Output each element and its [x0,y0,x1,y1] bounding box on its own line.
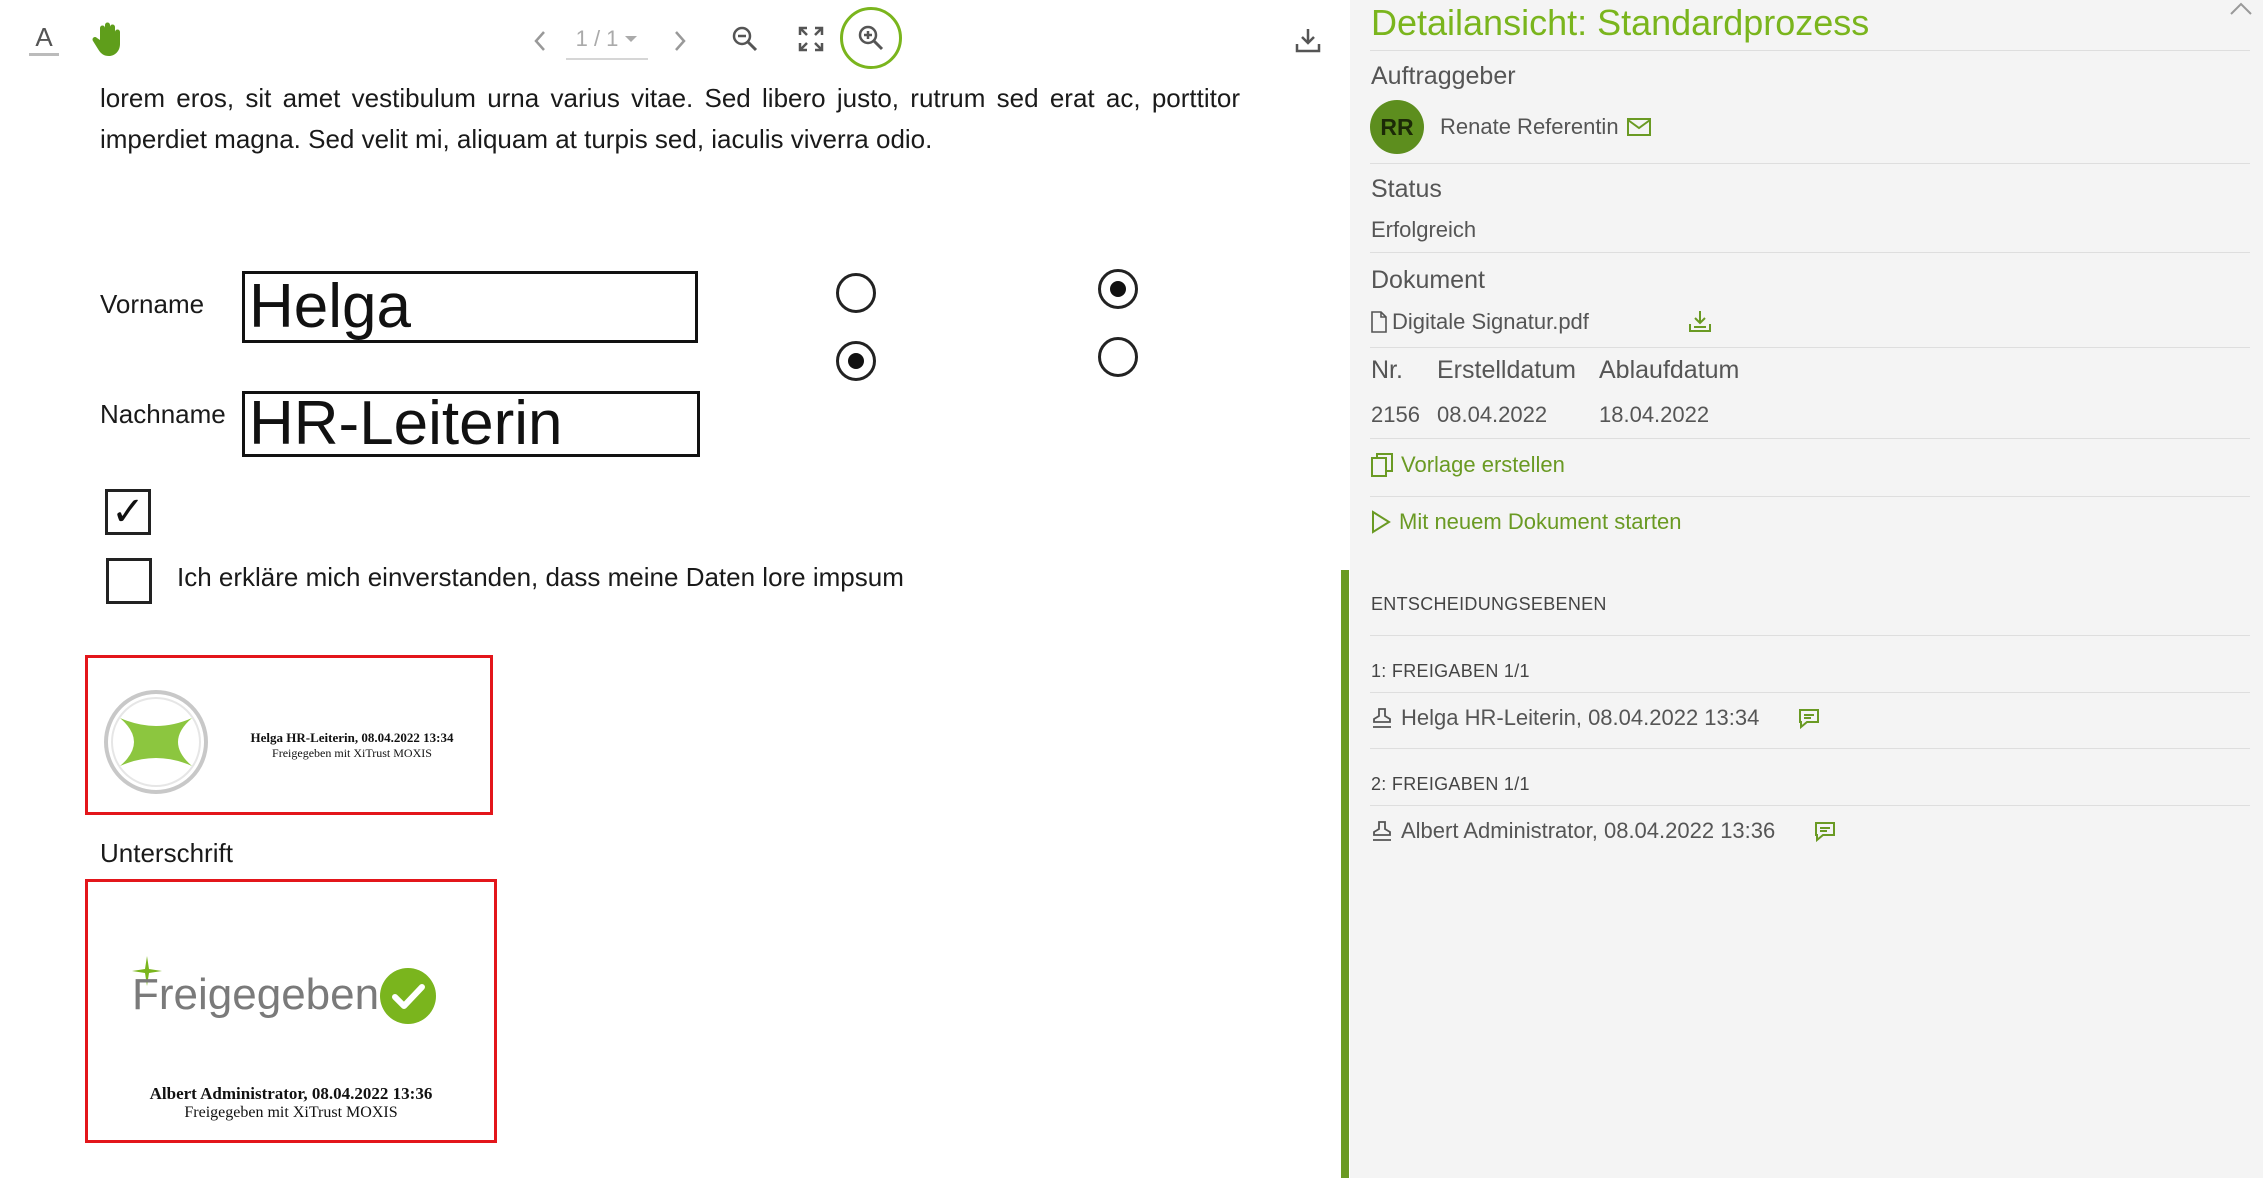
avatar: RR [1370,100,1424,154]
panel-resize-handle[interactable] [1341,570,1349,1178]
radio-button[interactable] [836,273,876,313]
stamp-icon [1371,820,1393,842]
nachname-field[interactable]: HR-Leiterin [242,391,700,457]
check-circle-icon [380,968,436,1024]
play-icon [1371,510,1391,534]
text-select-icon [27,21,61,59]
stamp-1-signer: Helga HR-Leiterin, 08.04.2022 13:34 [250,730,454,745]
radio-button[interactable] [1098,337,1138,377]
level-1-caption: 1: FREIGABEN 1/1 [1371,661,1530,681]
entscheidungsebenen-caption: ENTSCHEIDUNGSEBENEN [1371,594,1607,614]
auftraggeber-name [1440,114,1651,140]
stamp-icon [1371,707,1393,729]
level-2-entry [1371,818,1837,844]
zoom-in-icon [857,24,885,52]
stamp-2-subtitle: Freigegeben mit XiTrust MOXIS [184,1104,398,1121]
collapse-panel-button[interactable] [2226,0,2256,24]
chevron-up-icon [2226,0,2256,24]
zoom-out-button[interactable] [726,20,764,58]
page-indicator-text: 1 / 1 [575,26,619,51]
checkbox-checked[interactable]: ✓ [105,489,151,535]
divider [1370,163,2250,164]
level-1-entry [1371,705,1821,731]
comment-icon[interactable] [1797,707,1821,729]
vorlage-erstellen-link[interactable] [1371,452,1565,478]
signature-stamp-2 [85,879,497,1143]
divider [1370,748,2250,749]
mit-neuem-dokument-starten-text: Mit neuem Dokument starten [1399,509,1682,534]
divider [1370,496,2250,497]
page-indicator[interactable] [566,20,648,60]
next-page-button[interactable] [666,24,694,58]
erstelldatum-label: Erstelldatum [1437,356,1576,384]
dokument-name: Digitale Signatur.pdf [1392,309,1589,334]
radio-button-selected[interactable] [836,341,876,381]
download-icon [1688,309,1712,333]
ablaufdatum-label: Ablaufdatum [1599,356,1740,384]
download-document-button[interactable] [1686,307,1714,335]
consent-checkbox[interactable] [106,558,152,604]
level-2-caption: 2: FREIGABEN 1/1 [1371,774,1530,794]
document-paragraph: lorem eros, sit amet vestibulum urna varius vitae. Sed libero justo, rutrum sed erat ac, porttitor imperdiet magna. Sed velit mi, aliquam at turpis sed, iaculis viverra odio. [100,83,1240,154]
unterschrift-label: Unterschrift [100,838,233,868]
previous-page-button[interactable] [526,24,554,58]
freigegeben-word: Freigegeben [132,970,380,1019]
divider [1370,692,2250,693]
divider [1370,347,2250,348]
auftraggeber-name-text: Renate Referentin [1440,114,1619,139]
hand-pan-icon [91,20,125,58]
fullscreen-button[interactable] [792,20,830,58]
hand-tool-button[interactable] [88,18,128,60]
mail-icon[interactable] [1627,118,1651,136]
divider [1370,805,2250,806]
divider [1370,635,2250,636]
nr-label: Nr. [1371,356,1403,384]
copy-icon [1371,453,1393,477]
vorlage-erstellen-text: Vorlage erstellen [1401,452,1565,477]
chevron-right-icon [673,30,687,52]
nr-value: 2156 [1371,402,1420,427]
status-label: Status [1371,175,1442,203]
dokument-label: Dokument [1371,266,1485,294]
auftraggeber-label: Auftraggeber [1371,62,1516,90]
detail-panel [1350,0,2263,1178]
chevron-down-icon [624,34,638,44]
svg-text:A: A [35,22,53,52]
zoom-in-button[interactable] [840,7,902,69]
level-2-entry-text: Albert Administrator, 08.04.2022 13:36 [1401,818,1776,843]
download-icon [1294,26,1322,54]
consent-label: Ich erkläre mich einverstanden, dass meine Daten lore impsum [177,562,904,592]
chevron-left-icon [533,30,547,52]
comment-icon[interactable] [1813,820,1837,842]
divider [1370,438,2250,439]
divider [1370,252,2250,253]
xitrust-logo-icon [102,688,210,796]
download-button[interactable] [1290,22,1326,58]
level-1-entry-text: Helga HR-Leiterin, 08.04.2022 13:34 [1401,705,1760,730]
stamp-2-signer: Albert Administrator, 08.04.2022 13:36 [149,1084,433,1103]
signature-stamp-1 [85,655,493,815]
status-value: Erfolgreich [1371,217,1477,242]
fullscreen-icon [797,25,825,53]
panel-title: Detailansicht: Standardprozess [1371,2,1870,43]
text-select-tool-button[interactable] [24,20,64,60]
zoom-out-icon [731,25,759,53]
dokument-file[interactable] [1371,309,1589,335]
divider [1370,50,2250,51]
mit-neuem-dokument-starten-link[interactable] [1371,509,1681,535]
ablaufdatum-value: 18.04.2022 [1599,402,1710,427]
stamp-1-subtitle: Freigegeben mit XiTrust MOXIS [272,746,432,760]
vorname-field[interactable]: Helga [242,271,698,343]
radio-button-selected[interactable] [1098,269,1138,309]
vorname-label: Vorname [100,289,205,319]
pdf-file-icon [1371,311,1387,333]
erstelldatum-value: 08.04.2022 [1437,402,1548,427]
nachname-label: Nachname [100,399,226,429]
